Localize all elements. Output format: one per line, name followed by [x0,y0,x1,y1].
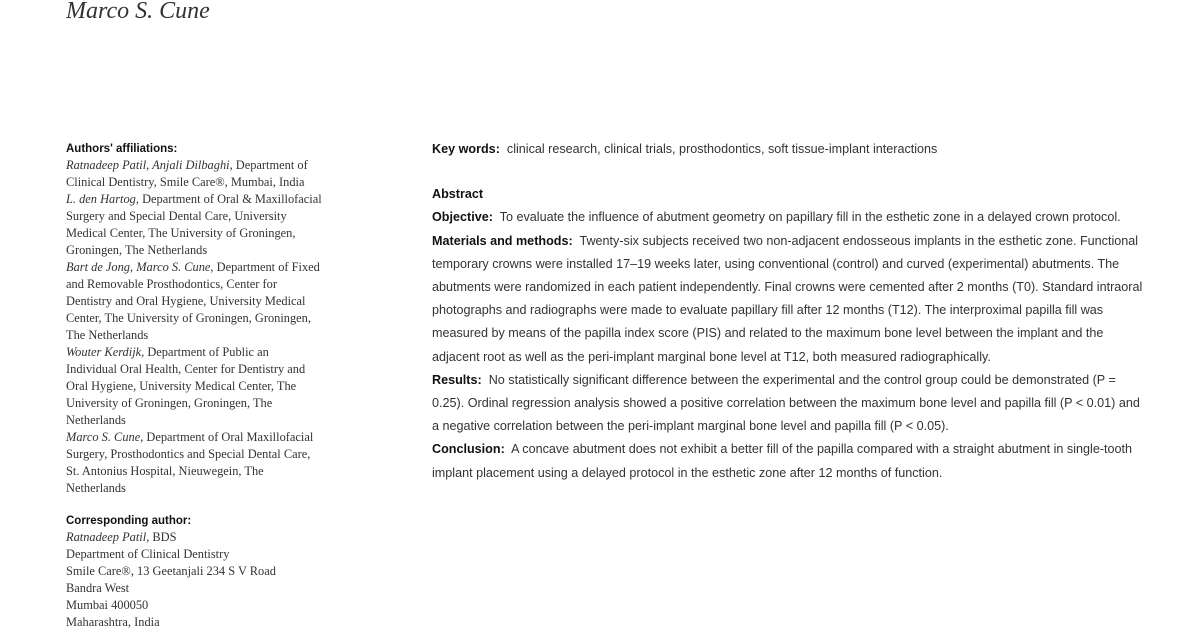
affiliation-names: Ratnadeep Patil, Anjali Dilbaghi [66,158,230,172]
affiliations-column [66,141,411,631]
affiliation-line: and Removable Prosthodontics, Center for [66,277,277,291]
affiliation-line: , Department of Public an [141,345,269,359]
corresponding-author-heading: Corresponding author: [66,515,192,527]
corresponding-author-degree: , BDS [146,530,177,544]
address-line: Mumbai 400050 [66,598,149,612]
affiliation-line: Oral Hygiene, University Medical Center, The [66,379,297,393]
affiliation-line: Individual Oral Health, Center for Dentistry and [66,362,306,376]
keywords-label: Key words: [432,142,500,156]
address-line: Maharashtra, India [66,615,160,629]
affiliation-line: Clinical Dentistry, Smile Care®, Mumbai, India [66,175,305,189]
section-label: Objective: [432,210,493,225]
affiliation-line: Groningen, The Netherlands [66,243,208,257]
affiliation-block [66,429,411,497]
section-label: Conclusion: [432,442,505,457]
section-text: Twenty-six subjects received two non-adjacent endosseous implants in the esthetic zone. Functional temporary crowns were installed 17–19 weeks later, using conventional (control) and curved (experimental) abutments. The abutments were randomized in each patient independently. Final crowns were cemented after 2 months (T0). Standard intraoral photographs and radiographs were made to evaluate papillary fill after 12 months (T12). The interproximal papilla fill was measured by means of the papilla index score (PIS) and related to the maximum bone level between the implant and the adjacent root as well as the peri-implant marginal bone level at T12, both measured radiographically. [432,233,1143,364]
affiliation-line: , Department of Fixed [210,260,320,274]
affiliation-names: L. den Hartog [66,192,136,206]
abstract-objective [432,206,1148,229]
affiliation-names: Marco S. Cune [66,430,141,444]
section-text: A concave abutment does not exhibit a better fill of the papilla compared with a straight abutment in single-tooth implant placement using a delayed protocol in the esthetic zone after 12 months of function. [432,442,1133,480]
affiliations-heading: Authors' affiliations: [66,143,178,155]
corresponding-author-name: Ratnadeep Patil [66,530,147,544]
abstract-title: Abstract [432,187,484,202]
abstract-conclusion [432,438,1148,484]
abstract-column [432,138,1148,485]
affiliation-line: , Department of [229,158,308,172]
affiliation-line: Medical Center, The University of Groningen, [66,226,296,240]
affiliation-block [66,157,411,191]
abstract-methods [432,230,1148,369]
affiliation-line: , Department of Oral Maxillofacial [140,430,314,444]
affiliation-line: St. Antonius Hospital, Nieuwegein, The [66,464,264,478]
section-label: Materials and methods: [432,233,573,248]
affiliation-line: Center, The University of Groningen, Groningen, [66,311,311,325]
affiliation-line: , Department of Oral & Maxillofacial [135,192,322,206]
affiliation-block [66,191,411,259]
keywords [432,138,1148,161]
author-name: Marco S. Cune [66,0,210,24]
affiliation-line: University of Groningen, Groningen, The [66,396,273,410]
address-line: Smile Care®, 13 Geetanjali 234 S V Road [66,564,276,578]
affiliation-line: Dentistry and Oral Hygiene, University Medical [66,294,306,308]
address-line: Department of Clinical Dentistry [66,547,230,561]
affiliation-block [66,344,411,429]
affiliation-block [66,259,411,344]
corresponding-author-block [66,529,411,631]
affiliation-line: Netherlands [66,481,126,495]
affiliation-names: Wouter Kerdijk [66,345,142,359]
section-text: No statistically significant difference between the experimental and the control group could be demonstrated (P = 0.25). Ordinal regression analysis showed a positive correlation between the maximum bone level and papilla fill (P < 0.01) and a negative correlation between the peri-implant marginal bone level and papilla fill (P < 0.05). [432,372,1140,434]
abstract-results [432,369,1148,439]
keywords-text: clinical research, clinical trials, prosthodontics, soft tissue-implant interactions [506,142,938,156]
affiliation-line: Netherlands [66,413,126,427]
affiliation-line: The Netherlands [66,328,149,342]
section-text: To evaluate the influence of abutment geometry on papillary fill in the esthetic zone in a delayed crown protocol. [499,210,1121,225]
address-line: Bandra West [66,581,130,595]
section-label: Results: [432,372,482,387]
affiliation-line: Surgery, Prosthodontics and Special Dental Care, [66,447,311,461]
affiliation-names: Bart de Jong, Marco S. Cune [66,260,211,274]
affiliation-line: Surgery and Special Dental Care, University [66,209,287,223]
